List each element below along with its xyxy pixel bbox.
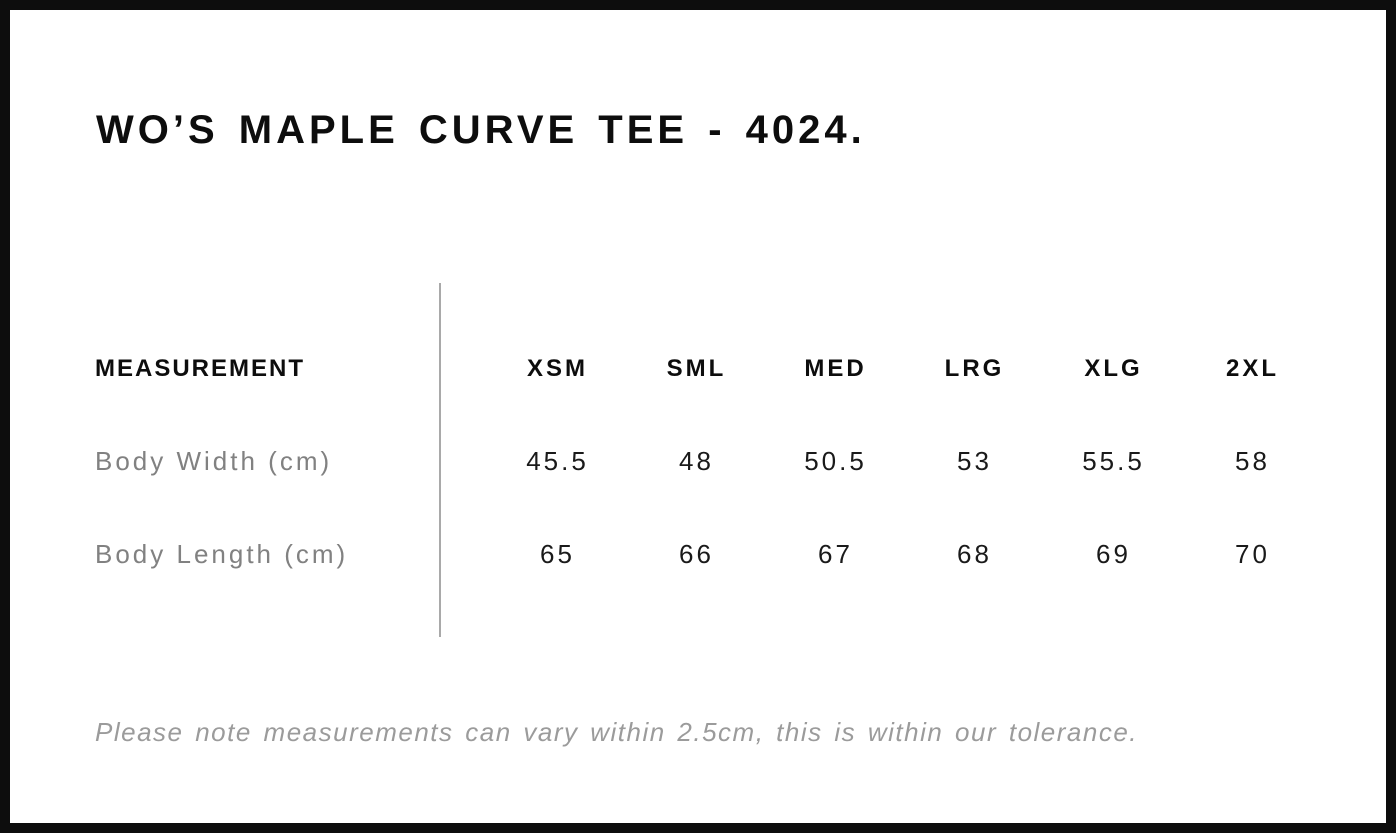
product-title: WO’S MAPLE CURVE TEE - 4024. <box>96 108 866 152</box>
tolerance-note: Please note measurements can vary within 2.5cm, this is within our tolerance. <box>95 717 1139 747</box>
measurement-column-header: MEASUREMENT <box>95 354 306 382</box>
size-column-header-sml: SML <box>666 354 727 382</box>
body-length-value-sml: 66 <box>679 539 714 569</box>
body-width-value-med: 50.5 <box>804 446 867 476</box>
row-label-body-length: Body Length (cm) <box>95 539 349 569</box>
size-column-header-xlg: XLG <box>1084 354 1143 382</box>
body-length-value-lrg: 68 <box>957 539 992 569</box>
size-column-header-2xl: 2XL <box>1225 354 1279 382</box>
size-column-header-lrg: LRG <box>944 354 1005 382</box>
body-width-value-2xl: 58 <box>1235 446 1270 476</box>
body-length-value-xlg: 69 <box>1096 539 1131 569</box>
size-chart-table <box>95 322 1322 601</box>
body-width-value-xlg: 55.5 <box>1082 446 1145 476</box>
row-label-body-width: Body Width (cm) <box>95 446 333 476</box>
size-column-header-xsm: XSM <box>526 354 588 382</box>
body-length-value-med: 67 <box>818 539 853 569</box>
body-length-value-xsm: 65 <box>540 539 575 569</box>
body-width-value-lrg: 53 <box>957 446 992 476</box>
body-width-value-sml: 48 <box>679 446 714 476</box>
body-length-value-2xl: 70 <box>1235 539 1270 569</box>
body-width-value-xsm: 45.5 <box>526 446 589 476</box>
size-column-header-med: MED <box>804 354 867 382</box>
